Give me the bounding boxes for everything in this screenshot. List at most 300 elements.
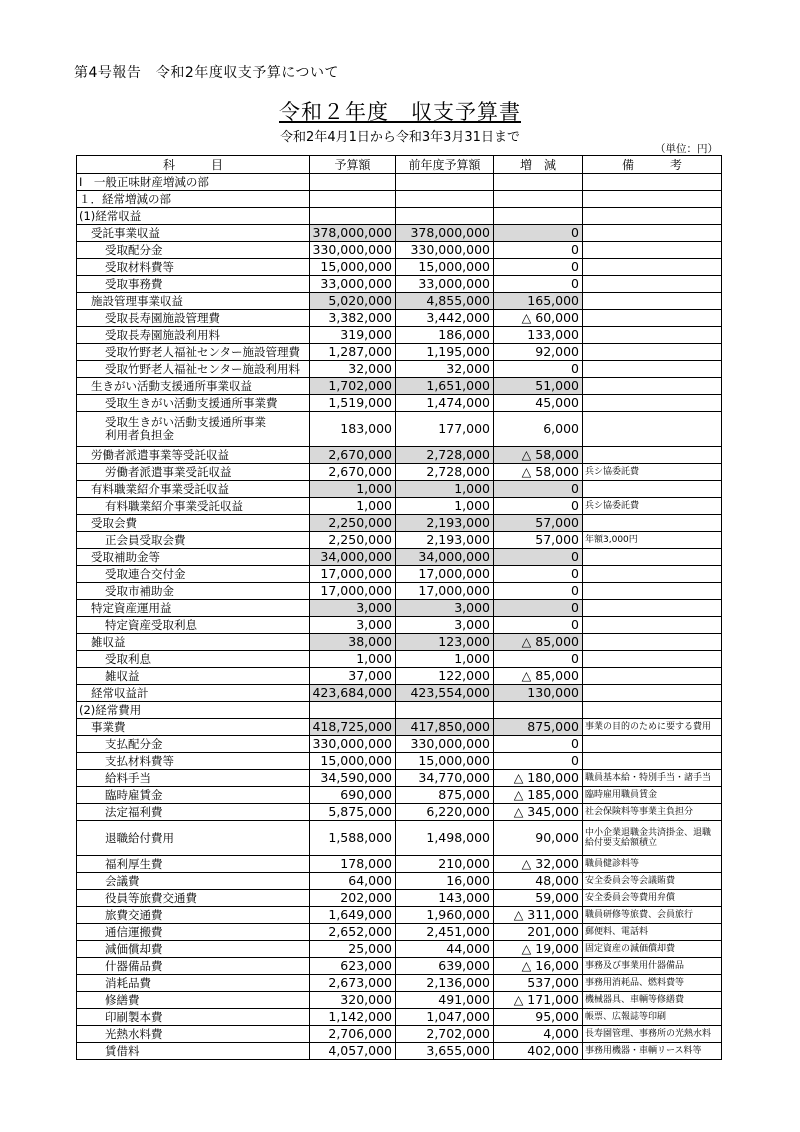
- table-row: [77, 958, 722, 975]
- row-prev-budget: 1,960,000: [396, 907, 494, 924]
- row-label: １．経常増減の部: [77, 191, 310, 208]
- row-prev-budget: 15,000,000: [396, 259, 494, 276]
- row-label: 受取事務費: [77, 276, 310, 293]
- table-header-row: [77, 156, 722, 174]
- row-prev-budget: 423,554,000: [396, 685, 494, 702]
- row-remarks: 年額3,000円: [583, 532, 722, 549]
- row-budget: 15,000,000: [310, 753, 396, 770]
- row-diff: △ 185,000: [494, 787, 583, 804]
- row-diff: 0: [494, 242, 583, 259]
- row-budget: 1,000: [310, 498, 396, 515]
- table-row: [77, 821, 722, 856]
- row-label: 光熱水料費: [77, 1026, 310, 1043]
- column-header-prev-budget: 前年度予算額: [396, 156, 494, 174]
- budget-table: [76, 155, 722, 1060]
- row-label: 支払材料費等: [77, 753, 310, 770]
- row-label: 労働者派遣事業等受託収益: [77, 447, 310, 464]
- row-remarks: 安全委員会等会議賄費: [583, 873, 722, 890]
- row-label: 雑収益: [77, 634, 310, 651]
- row-label: 福利厚生費: [77, 856, 310, 873]
- document-title: [0, 96, 800, 126]
- table-row: [77, 736, 722, 753]
- row-prev-budget: 2,728,000: [396, 464, 494, 481]
- column-header-remarks: 備 考: [583, 156, 722, 174]
- row-budget: [310, 702, 396, 719]
- table-row-section: [77, 208, 722, 225]
- table-row: [77, 753, 722, 770]
- row-prev-budget: 2,451,000: [396, 924, 494, 941]
- row-label: 受取市補助金: [77, 583, 310, 600]
- row-budget: 418,725,000: [310, 719, 396, 736]
- row-prev-budget: 2,193,000: [396, 532, 494, 549]
- table-row: [77, 395, 722, 412]
- table-row: [77, 770, 722, 787]
- row-label: 会議費: [77, 873, 310, 890]
- row-prev-budget: [396, 191, 494, 208]
- row-remarks: [583, 242, 722, 259]
- row-budget: 5,875,000: [310, 804, 396, 821]
- row-diff: 0: [494, 651, 583, 668]
- row-label: 受取会費: [77, 515, 310, 532]
- row-prev-budget: 16,000: [396, 873, 494, 890]
- row-label: 受取竹野老人福祉センター施設利用料: [77, 361, 310, 378]
- row-budget: 64,000: [310, 873, 396, 890]
- row-diff: 0: [494, 225, 583, 242]
- table-row-subtotal: [77, 225, 722, 242]
- row-remarks: [583, 583, 722, 600]
- table-row-subtotal: [77, 481, 722, 498]
- row-remarks: 職員基本給・特別手当・諸手当: [583, 770, 722, 787]
- row-diff: 57,000: [494, 515, 583, 532]
- table-row: [77, 1009, 722, 1026]
- row-remarks: [583, 702, 722, 719]
- table-row-subtotal: [77, 378, 722, 395]
- row-remarks: 兵シ協委託費: [583, 464, 722, 481]
- table-row: [77, 787, 722, 804]
- row-prev-budget: 3,442,000: [396, 310, 494, 327]
- table-row: [77, 804, 722, 821]
- row-diff: △ 58,000: [494, 464, 583, 481]
- row-label: 受取材料費等: [77, 259, 310, 276]
- row-budget: 32,000: [310, 361, 396, 378]
- row-budget: 183,000: [310, 412, 396, 447]
- column-header-diff: 増 減: [494, 156, 583, 174]
- row-remarks: [583, 634, 722, 651]
- row-prev-budget: 17,000,000: [396, 566, 494, 583]
- row-diff: △ 345,000: [494, 804, 583, 821]
- table-row: [77, 532, 722, 549]
- row-prev-budget: 1,498,000: [396, 821, 494, 856]
- row-budget: 1,142,000: [310, 1009, 396, 1026]
- row-remarks: 臨時雇用職員賃金: [583, 787, 722, 804]
- row-budget: 38,000: [310, 634, 396, 651]
- row-diff: 6,000: [494, 412, 583, 447]
- row-label: 支払配分金: [77, 736, 310, 753]
- table-row: [77, 651, 722, 668]
- row-remarks: [583, 208, 722, 225]
- row-label: 有料職業紹介事業受託収益: [77, 498, 310, 515]
- row-label: (2)経常費用: [77, 702, 310, 719]
- table-row: [77, 361, 722, 378]
- row-diff: △ 32,000: [494, 856, 583, 873]
- table-row-subtotal: [77, 600, 722, 617]
- table-row: [77, 498, 722, 515]
- row-diff: 201,000: [494, 924, 583, 941]
- table-row: [77, 992, 722, 1009]
- row-prev-budget: 330,000,000: [396, 242, 494, 259]
- row-label: 有料職業紹介事業受託収益: [77, 481, 310, 498]
- row-budget: 623,000: [310, 958, 396, 975]
- table-row-subtotal: [77, 685, 722, 702]
- row-label: 雑収益: [77, 668, 310, 685]
- row-prev-budget: 2,193,000: [396, 515, 494, 532]
- row-remarks: [583, 549, 722, 566]
- table-row: [77, 464, 722, 481]
- row-diff: △ 16,000: [494, 958, 583, 975]
- row-diff: 0: [494, 549, 583, 566]
- row-prev-budget: 417,850,000: [396, 719, 494, 736]
- row-label: 事業費: [77, 719, 310, 736]
- row-remarks: [583, 327, 722, 344]
- column-header-budget: 予算額: [310, 156, 396, 174]
- row-budget: 319,000: [310, 327, 396, 344]
- row-label: 施設管理事業収益: [77, 293, 310, 310]
- row-budget: 2,706,000: [310, 1026, 396, 1043]
- row-budget: 1,287,000: [310, 344, 396, 361]
- row-label: 受取配分金: [77, 242, 310, 259]
- row-budget: 378,000,000: [310, 225, 396, 242]
- row-budget: 2,250,000: [310, 515, 396, 532]
- row-budget: 690,000: [310, 787, 396, 804]
- row-remarks: 事務用消耗品、燃料費等: [583, 975, 722, 992]
- row-label: 修繕費: [77, 992, 310, 1009]
- table-row: [77, 856, 722, 873]
- row-diff: 0: [494, 617, 583, 634]
- row-remarks: 固定資産の減価償却費: [583, 941, 722, 958]
- row-diff: [494, 191, 583, 208]
- table-row: [77, 566, 722, 583]
- row-label: 法定福利費: [77, 804, 310, 821]
- row-label: 労働者派遣事業受託収益: [77, 464, 310, 481]
- row-label: 旅費交通費: [77, 907, 310, 924]
- row-prev-budget: 2,136,000: [396, 975, 494, 992]
- row-remarks: [583, 651, 722, 668]
- table-row: [77, 890, 722, 907]
- row-label: 特定資産運用益: [77, 600, 310, 617]
- row-budget: 17,000,000: [310, 566, 396, 583]
- row-label: 印刷製本費: [77, 1009, 310, 1026]
- row-diff: △ 58,000: [494, 447, 583, 464]
- row-budget: 17,000,000: [310, 583, 396, 600]
- row-budget: [310, 191, 396, 208]
- table-row: [77, 310, 722, 327]
- row-label: 消耗品費: [77, 975, 310, 992]
- row-budget: 1,649,000: [310, 907, 396, 924]
- row-prev-budget: 6,220,000: [396, 804, 494, 821]
- column-header-item: 科 目: [77, 156, 310, 174]
- row-prev-budget: [396, 208, 494, 225]
- row-remarks: 事業の目的のために要する費用: [583, 719, 722, 736]
- row-label: 受取生きがい活動支援通所事業費: [77, 395, 310, 412]
- row-diff: 130,000: [494, 685, 583, 702]
- row-label: 受託事業収益: [77, 225, 310, 242]
- table-row: [77, 668, 722, 685]
- table-row-subtotal: [77, 634, 722, 651]
- row-label: 受取長寿園施設管理費: [77, 310, 310, 327]
- row-label: 特定資産受取利息: [77, 617, 310, 634]
- row-remarks: [583, 293, 722, 310]
- table-row: [77, 1043, 722, 1060]
- table-row-section: [77, 191, 722, 208]
- row-diff: 165,000: [494, 293, 583, 310]
- row-remarks: [583, 395, 722, 412]
- row-prev-budget: 122,000: [396, 668, 494, 685]
- row-remarks: 郵便料、電話料: [583, 924, 722, 941]
- row-diff: △ 60,000: [494, 310, 583, 327]
- row-diff: 875,000: [494, 719, 583, 736]
- row-remarks: [583, 344, 722, 361]
- row-remarks: 事務及び事業用什器備品: [583, 958, 722, 975]
- row-label: 役員等旅費交通費: [77, 890, 310, 907]
- row-remarks: [583, 736, 722, 753]
- row-budget: 2,670,000: [310, 464, 396, 481]
- row-diff: 133,000: [494, 327, 583, 344]
- row-label: 受取生きがい活動支援通所事業 利用者負担金: [77, 412, 310, 447]
- row-label: Ⅰ 一般正味財産増減の部: [77, 174, 310, 191]
- row-prev-budget: 4,855,000: [396, 293, 494, 310]
- table-row: [77, 907, 722, 924]
- row-prev-budget: 3,000: [396, 600, 494, 617]
- row-prev-budget: 17,000,000: [396, 583, 494, 600]
- row-diff: 48,000: [494, 873, 583, 890]
- row-budget: 1,000: [310, 481, 396, 498]
- row-label: 賃借料: [77, 1043, 310, 1060]
- row-diff: 0: [494, 566, 583, 583]
- row-prev-budget: 143,000: [396, 890, 494, 907]
- row-diff: 0: [494, 753, 583, 770]
- row-prev-budget: 491,000: [396, 992, 494, 1009]
- row-prev-budget: 1,474,000: [396, 395, 494, 412]
- row-remarks: [583, 600, 722, 617]
- row-prev-budget: 34,000,000: [396, 549, 494, 566]
- row-budget: 37,000: [310, 668, 396, 685]
- row-budget: 202,000: [310, 890, 396, 907]
- row-remarks: [583, 259, 722, 276]
- table-row: [77, 1026, 722, 1043]
- row-diff: 51,000: [494, 378, 583, 395]
- row-budget: 2,670,000: [310, 447, 396, 464]
- row-budget: 2,652,000: [310, 924, 396, 941]
- row-remarks: [583, 361, 722, 378]
- row-remarks: 兵シ協委託費: [583, 498, 722, 515]
- row-prev-budget: 330,000,000: [396, 736, 494, 753]
- row-prev-budget: 1,651,000: [396, 378, 494, 395]
- row-label: 受取竹野老人福祉センター施設管理費: [77, 344, 310, 361]
- row-remarks: [583, 753, 722, 770]
- row-remarks: 職員研修等旅費、会員旅行: [583, 907, 722, 924]
- row-label: 給料手当: [77, 770, 310, 787]
- table-row: [77, 873, 722, 890]
- row-diff: △ 180,000: [494, 770, 583, 787]
- table-row-subtotal: [77, 515, 722, 532]
- row-remarks: [583, 617, 722, 634]
- row-remarks: [583, 566, 722, 583]
- row-prev-budget: [396, 702, 494, 719]
- row-label: 生きがい活動支援通所事業収益: [77, 378, 310, 395]
- row-diff: 0: [494, 736, 583, 753]
- row-diff: △ 171,000: [494, 992, 583, 1009]
- row-diff: △ 19,000: [494, 941, 583, 958]
- table-body: [77, 174, 722, 1060]
- row-diff: △ 85,000: [494, 634, 583, 651]
- row-prev-budget: 15,000,000: [396, 753, 494, 770]
- row-remarks: 中小企業退職金共済掛金、退職給付要支給額積立: [583, 821, 722, 856]
- row-diff: △ 311,000: [494, 907, 583, 924]
- row-label: 受取利息: [77, 651, 310, 668]
- row-diff: 0: [494, 481, 583, 498]
- row-label: 什器備品費: [77, 958, 310, 975]
- row-budget: [310, 174, 396, 191]
- row-diff: 45,000: [494, 395, 583, 412]
- table-row-section: [77, 702, 722, 719]
- row-prev-budget: 3,000: [396, 617, 494, 634]
- row-prev-budget: 33,000,000: [396, 276, 494, 293]
- row-diff: 402,000: [494, 1043, 583, 1060]
- row-diff: [494, 174, 583, 191]
- row-budget: 330,000,000: [310, 242, 396, 259]
- row-label: 経常収益計: [77, 685, 310, 702]
- table-row-subtotal: [77, 719, 722, 736]
- row-diff: 4,000: [494, 1026, 583, 1043]
- fiscal-period: 令和2年4月1日から令和3年3月31日まで: [280, 130, 520, 145]
- row-remarks: 事務用機器・車輌リース料等: [583, 1043, 722, 1060]
- row-prev-budget: 2,702,000: [396, 1026, 494, 1043]
- row-remarks: [583, 685, 722, 702]
- table-row-subtotal: [77, 447, 722, 464]
- row-prev-budget: 123,000: [396, 634, 494, 651]
- row-budget: 2,673,000: [310, 975, 396, 992]
- row-remarks: [583, 225, 722, 242]
- row-prev-budget: 186,000: [396, 327, 494, 344]
- row-label: 退職給付費用: [77, 821, 310, 856]
- row-diff: 90,000: [494, 821, 583, 856]
- row-budget: 1,000: [310, 651, 396, 668]
- row-diff: 59,000: [494, 890, 583, 907]
- row-budget: 15,000,000: [310, 259, 396, 276]
- row-label: 減価償却費: [77, 941, 310, 958]
- row-diff: 95,000: [494, 1009, 583, 1026]
- row-remarks: [583, 412, 722, 447]
- row-label: 受取補助金等: [77, 549, 310, 566]
- row-budget: 320,000: [310, 992, 396, 1009]
- table-row: [77, 583, 722, 600]
- row-prev-budget: 1,047,000: [396, 1009, 494, 1026]
- row-label: 受取長寿園施設利用料: [77, 327, 310, 344]
- row-prev-budget: 1,195,000: [396, 344, 494, 361]
- row-prev-budget: 210,000: [396, 856, 494, 873]
- row-label: 通信運搬費: [77, 924, 310, 941]
- row-prev-budget: 34,770,000: [396, 770, 494, 787]
- row-label: 受取連合交付金: [77, 566, 310, 583]
- table-row: [77, 259, 722, 276]
- row-label: (1)経常収益: [77, 208, 310, 225]
- row-remarks: [583, 310, 722, 327]
- table-row-subtotal: [77, 293, 722, 310]
- table-row: [77, 617, 722, 634]
- row-remarks: 職員健診料等: [583, 856, 722, 873]
- row-diff: 92,000: [494, 344, 583, 361]
- table-row: [77, 941, 722, 958]
- row-remarks: [583, 481, 722, 498]
- row-diff: 0: [494, 498, 583, 515]
- row-budget: [310, 208, 396, 225]
- row-budget: 1,588,000: [310, 821, 396, 856]
- row-remarks: [583, 174, 722, 191]
- row-remarks: [583, 191, 722, 208]
- row-budget: 423,684,000: [310, 685, 396, 702]
- row-prev-budget: 2,728,000: [396, 447, 494, 464]
- table-row: [77, 924, 722, 941]
- row-budget: 330,000,000: [310, 736, 396, 753]
- row-remarks: [583, 447, 722, 464]
- row-diff: 57,000: [494, 532, 583, 549]
- row-budget: 34,000,000: [310, 549, 396, 566]
- row-prev-budget: 1,000: [396, 651, 494, 668]
- table-row-section: [77, 174, 722, 191]
- unit-label: （単位：円）: [655, 143, 718, 155]
- row-remarks: [583, 668, 722, 685]
- row-diff: 0: [494, 600, 583, 617]
- row-label: 臨時雇賃金: [77, 787, 310, 804]
- table-row: [77, 975, 722, 992]
- row-budget: 3,000: [310, 600, 396, 617]
- table-row: [77, 276, 722, 293]
- row-remarks: 長寿園管理、事務所の光熱水料: [583, 1026, 722, 1043]
- document-title-text: 令和２年度 収支予算書: [279, 100, 521, 124]
- row-budget: 33,000,000: [310, 276, 396, 293]
- row-prev-budget: 44,000: [396, 941, 494, 958]
- row-prev-budget: 32,000: [396, 361, 494, 378]
- row-budget: 178,000: [310, 856, 396, 873]
- row-diff: 0: [494, 259, 583, 276]
- row-remarks: [583, 378, 722, 395]
- row-label: 正会員受取会費: [77, 532, 310, 549]
- report-title: 第4号報告 令和2年度収支予算について: [74, 65, 340, 81]
- row-budget: 4,057,000: [310, 1043, 396, 1060]
- row-budget: 2,250,000: [310, 532, 396, 549]
- row-budget: 5,020,000: [310, 293, 396, 310]
- row-prev-budget: 177,000: [396, 412, 494, 447]
- row-budget: 3,000: [310, 617, 396, 634]
- row-diff: 0: [494, 276, 583, 293]
- row-prev-budget: 378,000,000: [396, 225, 494, 242]
- table-row: [77, 327, 722, 344]
- row-budget: 25,000: [310, 941, 396, 958]
- row-budget: 1,519,000: [310, 395, 396, 412]
- row-remarks: [583, 276, 722, 293]
- row-diff: [494, 208, 583, 225]
- row-prev-budget: 3,655,000: [396, 1043, 494, 1060]
- table-row: [77, 242, 722, 259]
- table-row: [77, 344, 722, 361]
- row-remarks: 安全委員会等費用弁償: [583, 890, 722, 907]
- row-budget: 3,382,000: [310, 310, 396, 327]
- table-row: [77, 412, 722, 447]
- row-prev-budget: 1,000: [396, 498, 494, 515]
- row-budget: 1,702,000: [310, 378, 396, 395]
- row-remarks: 帳票、広報誌等印刷: [583, 1009, 722, 1026]
- row-remarks: 社会保険料等事業主負担分: [583, 804, 722, 821]
